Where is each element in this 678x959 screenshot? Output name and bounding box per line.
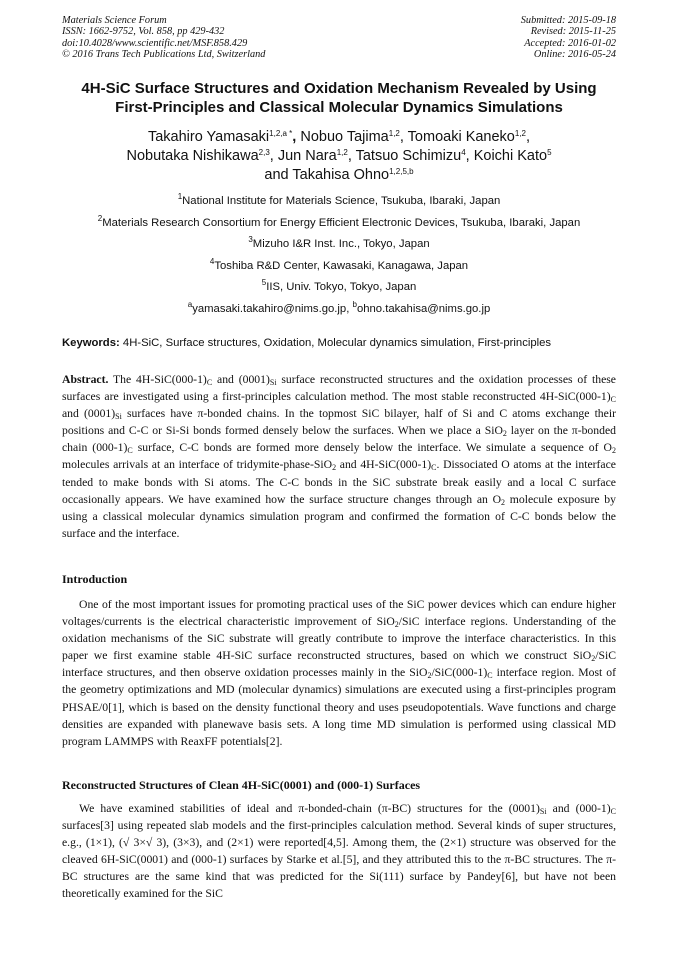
author-separator: , [465, 148, 474, 164]
affiliation-text: Toshiba R&D Center, Kawasaki, Kanagawa, Japan [214, 259, 469, 272]
subscript: C [610, 395, 616, 405]
section-heading-reconstructed-structures: Reconstructed Structures of Clean 4H-SiC(0001) and (000-1) Surfaces [62, 778, 421, 792]
subscript: C [487, 671, 493, 681]
keywords-text: 4H-SiC, Surface structures, Oxidation, Molecular dynamics simulation, First-principles [122, 337, 552, 349]
abstract-text: surface reconstructed structures and the oxidation processes of these surfaces are investigated using a first-principles calculation method. The most stable reconstructed 4H-SiC(000-1) [62, 373, 616, 404]
abstract-text: . Dissociated O atoms at the interface tended to make bonds with Si atoms. The C-C bonds in the SiC substrate break easily and a local C surface occasionally appears. We have examined how the surface structure changes through an O [62, 458, 616, 506]
affiliation-3 [40, 234, 638, 256]
abstract-text: molecules arrivals at an interface of tridymite-phase-SiO [62, 458, 333, 472]
section-heading-introduction: Introduction [62, 572, 128, 586]
abstract-text: surface, C-C bonds are formed more densely below the interface. We simulate a sequence of O [132, 441, 612, 455]
body-text: interface region. Most of the geometry optimizations and MD (molecular dynamics) simulations are executed using a first-principles program PHSAE/0[1], which is based on the density functional theory and uses pseudopotentials. Wave functions and charge densities are expanded with planewave basis sets. A long time MD simulation is performed using classical MD program LAMMPS with ReaxFF potentials[2]. [62, 666, 617, 748]
body-text: One of the most important issues for promoting practical uses of the SiC power devices which can endure higher voltages/currents is the electrical characteristic improvement of SiO [62, 598, 616, 629]
keywords-label: Keywords: [62, 337, 120, 349]
subscript: 2 [394, 620, 399, 630]
email-separator: , [346, 302, 353, 315]
email-line [40, 299, 638, 321]
abstract-label: Abstract. [62, 373, 109, 386]
title-line-2: First-Principles and Classical Molecular Dynamics Simulations [115, 99, 563, 116]
email-marker-b: b [352, 299, 357, 309]
subscript: C [431, 463, 437, 473]
subscript: Si [269, 378, 277, 387]
subscript: C [610, 807, 616, 816]
affiliation-5 [40, 277, 638, 299]
body-text: /SiC interface regions. Understanding of the oxidation mechanisms of the SiC substrate will greatly contribute to improve the interface characteristics. In this paper we first examine stable 4H-SiC surface reconstructed structures, based on which we construct SiO [62, 615, 616, 663]
abstract-paragraph [62, 371, 616, 542]
affiliation-marker: 4 [209, 256, 215, 266]
author-separator: , [347, 148, 356, 164]
subscript: C [206, 378, 213, 387]
keywords-line [62, 335, 622, 351]
title-line-1: 4H-SiC Surface Structures and Oxidation Mechanism Revealed by Using [81, 80, 597, 97]
author-name: Tomoaki Kaneko [407, 129, 515, 145]
subscript: 2 [501, 497, 506, 507]
revised-date: Revised: 2015-11-25 [530, 26, 616, 38]
author-affiliation-marker: 1,2,a * [269, 129, 293, 138]
affiliation-list [40, 191, 638, 321]
author-affiliation-marker: 5 [547, 148, 552, 157]
abstract-text: The 4H-SiC(000-1) [108, 373, 207, 386]
author-name: Koichi Kato [473, 148, 548, 164]
author-name: Nobuo Tajima [300, 129, 389, 145]
abstract-text: molecule exposure by using a classical molecular dynamics simulation program and confirmed the formation of C-C bonds below the surface and the interface. [62, 492, 616, 540]
affiliation-2 [40, 213, 638, 235]
submitted-date: Submitted: 2015-09-18 [520, 15, 616, 26]
author-name: Takahisa Ohno [292, 167, 390, 183]
body-text: We have examined stabilities of ideal and π-bonded-chain (π-BC) structures for the (0001) [79, 802, 540, 815]
subscript: 2 [591, 654, 596, 664]
accepted-date: Accepted: 2016-01-02 [524, 37, 616, 49]
affiliation-text: Mizuho I&R Inst. Inc., Tokyo, Japan [252, 238, 430, 251]
subscript: Si [115, 412, 122, 422]
subscript: 2 [332, 463, 337, 473]
author-separator: , [526, 129, 531, 145]
abstract-text: and (0001) [62, 407, 116, 421]
affiliation-4 [40, 256, 638, 278]
affiliation-marker: 3 [248, 235, 253, 245]
author-line-3 [40, 166, 638, 185]
body-text: and (000-1) [546, 802, 611, 815]
subscript: 2 [611, 446, 616, 456]
subscript: C [127, 446, 133, 456]
subscript: Si [539, 807, 547, 816]
abstract-text: surfaces have π-bonded chains. In the topmost SiC bilayer, half of Si and C atoms exchange their positions and C-C or Si-Si bonds formed densely below the surfaces. When we place a SiO [62, 407, 616, 438]
email-b[interactable]: ohno.takahisa@nims.go.jp [356, 302, 491, 315]
affiliation-marker: 2 [97, 213, 103, 223]
abstract-text: and 4H-SiC(000-1) [336, 458, 432, 472]
author-affiliation-marker: 1,2,5,b [389, 167, 414, 176]
journal-header-right [521, 15, 616, 60]
body-text: /SiC interface structures, and then observe oxidation processes mainly in the SiO [62, 649, 616, 680]
author-name: Tatsuo Schimizu [355, 148, 462, 164]
author-name: Nobutaka Nishikawa [126, 148, 259, 164]
author-line-2 [40, 147, 638, 166]
body-text: /SiC(000-1) [431, 666, 488, 680]
journal-name: Materials Science Forum [62, 15, 167, 26]
affiliation-marker: 1 [177, 192, 183, 201]
affiliation-marker: 5 [261, 278, 267, 288]
author-name: Takahiro Yamasaki [147, 129, 270, 145]
author-separator: , [399, 129, 408, 145]
author-affiliation-marker: 1,2 [514, 129, 526, 138]
author-line-1 [40, 128, 638, 147]
author-name: Jun Nara [277, 148, 337, 164]
online-date: Online: 2016-05-24 [533, 48, 616, 60]
affiliation-1 [40, 191, 638, 213]
author-affiliation-marker: 1,2 [388, 129, 400, 138]
author-affiliation-marker: 2,3 [258, 148, 270, 157]
abstract-text: and (0001) [212, 373, 270, 386]
subscript: 2 [427, 671, 432, 681]
email-marker-a: a [187, 299, 193, 309]
issn-line: ISSN: 1662-9752, Vol. 858, pp 429-432 [62, 26, 225, 38]
journal-header-left [62, 15, 265, 60]
author-separator: , [269, 148, 278, 164]
email-a[interactable]: yamasaki.takahiro@nims.go.jp [192, 302, 347, 315]
body-text: surfaces[3] using repeated slab models and the first-principles calculation method. Several kinds of super structures, e.g., (1×1), (√ 3×√ 3), (3×3), and (2×1) were reported[4,5]. Among them, the (2×1) structure was observed for the cleaved 6H-SiC(0001) and (000-1) surfaces by Starke et al.[5], and they attributed this to the π-BC structures. The π-BC structures are the same kind that was predicted for the Si(111) surface by Pandey[6], but have not been theoretically examined for the SiC [62, 819, 616, 901]
doi-line: doi:10.4028/www.scientific.net/MSF.858.429 [62, 37, 248, 49]
author-list [40, 128, 638, 185]
copyright-line: © 2016 Trans Tech Publications Ltd, Switzerland [62, 48, 266, 60]
author-conjunction: and [264, 167, 293, 183]
author-affiliation-marker: 1,2 [336, 148, 348, 157]
affiliation-text: Materials Research Consortium for Energy Efficient Electronic Devices, Tsukuba, Ibaraki, Japan [102, 216, 581, 229]
reconstructed-structures-paragraph [62, 800, 616, 903]
subscript: 2 [502, 429, 507, 439]
author-affiliation-marker: 4 [461, 148, 466, 157]
paper-title [50, 79, 628, 117]
abstract-text: layer on the π-bonded chain (000-1) [62, 424, 616, 455]
affiliation-text: National Institute for Materials Science, Tsukuba, Ibaraki, Japan [182, 195, 501, 207]
author-separator: , [292, 129, 301, 145]
affiliation-text: IIS, Univ. Tokyo, Tokyo, Japan [266, 281, 417, 294]
introduction-paragraph [62, 596, 616, 750]
